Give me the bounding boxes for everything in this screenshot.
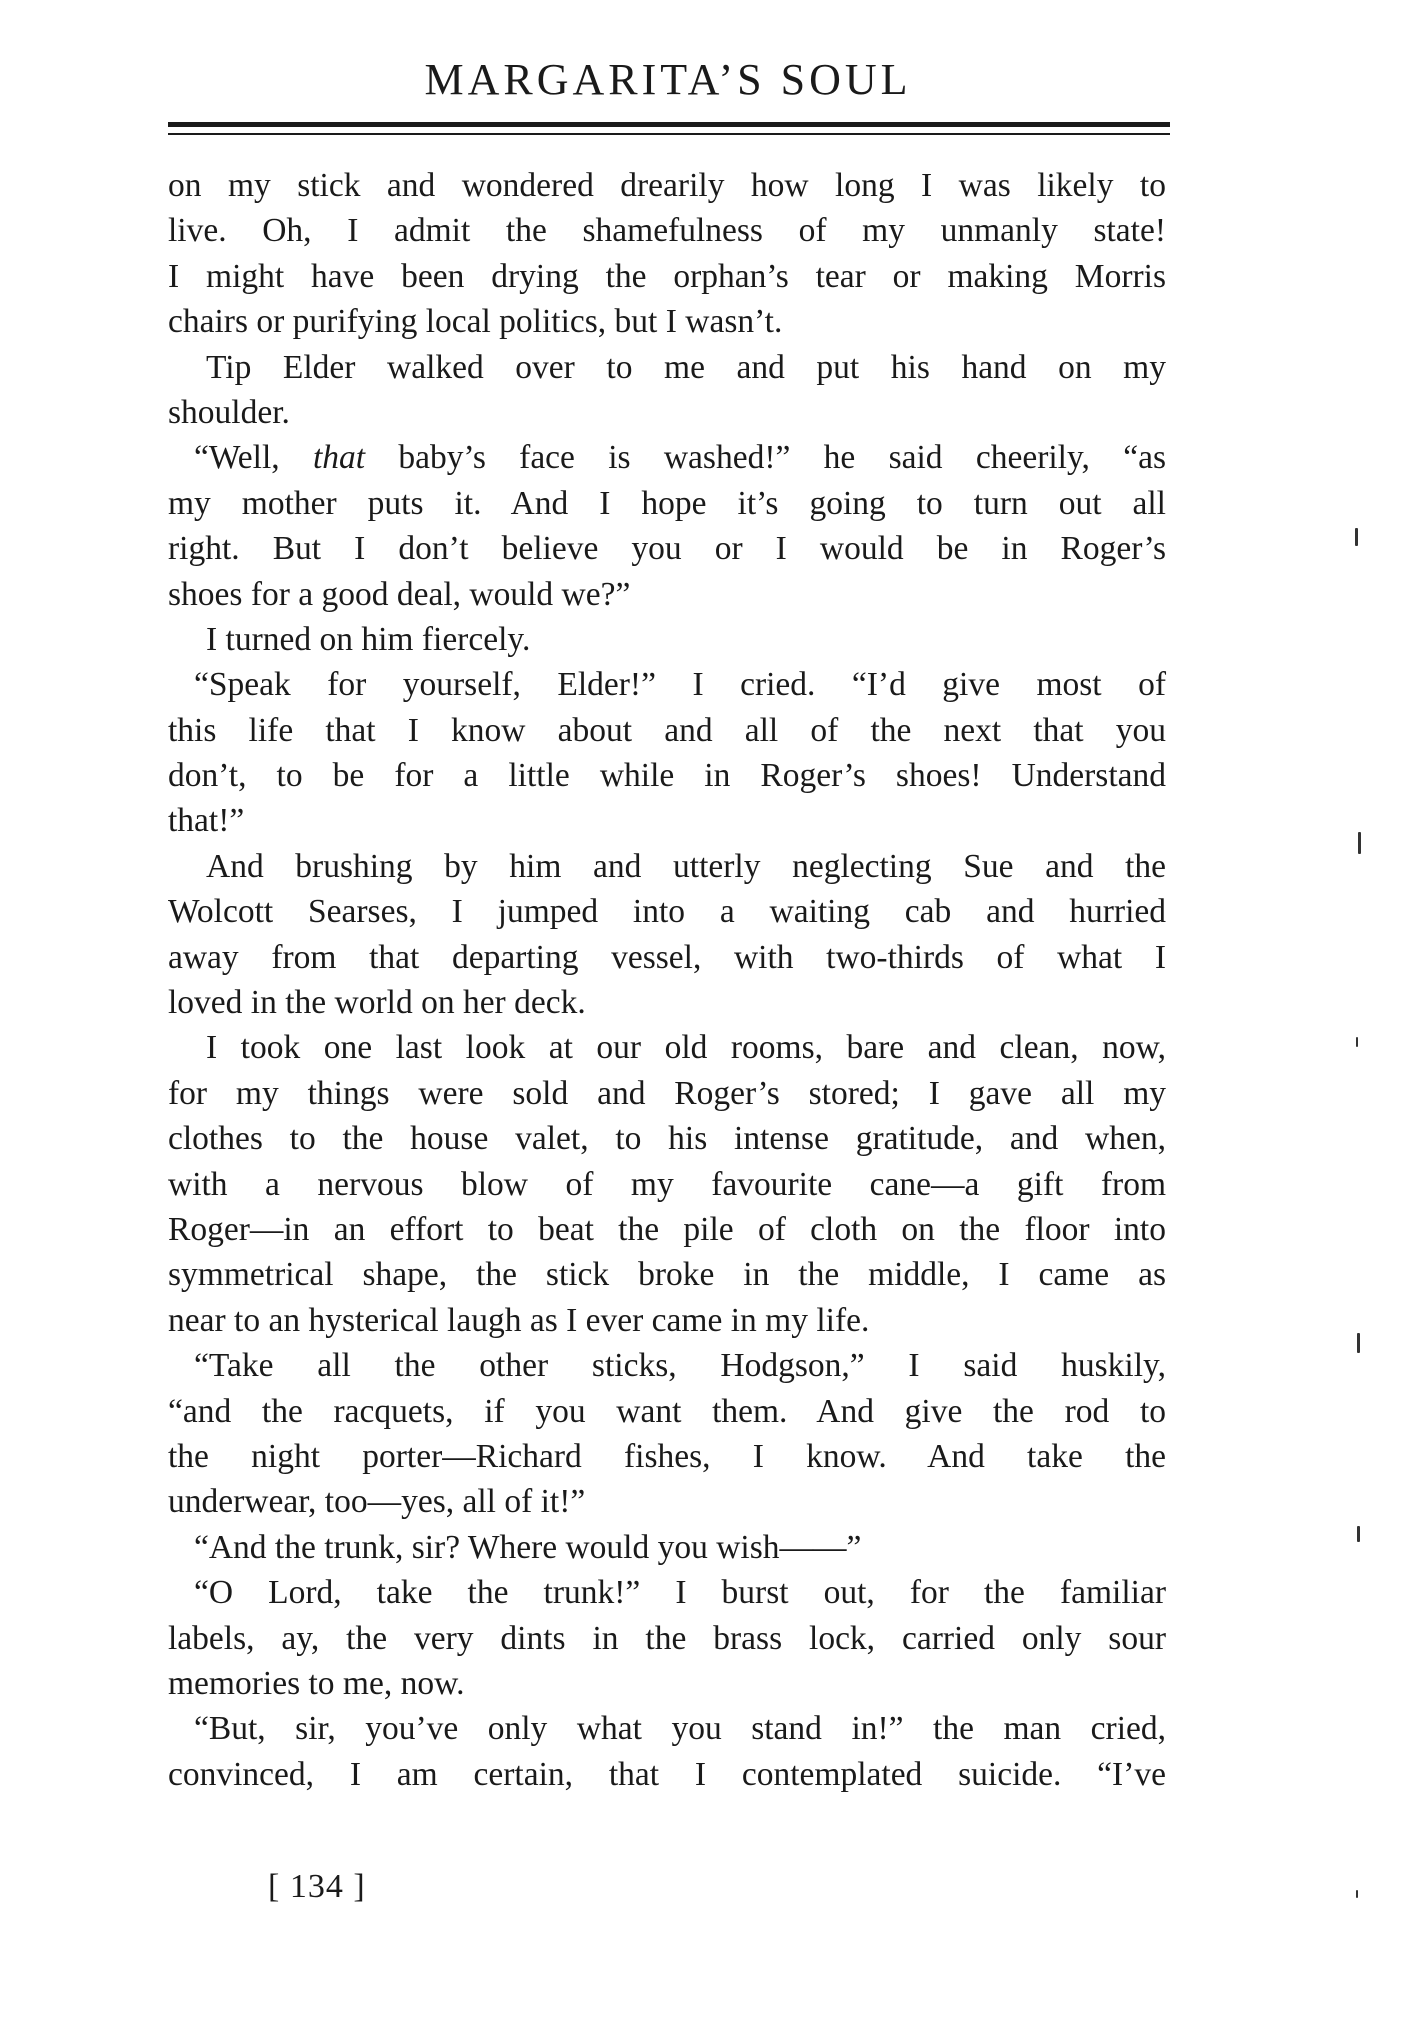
text-line: “and the racquets, if you want them. And give the rod to <box>168 1392 1166 1430</box>
speck <box>1357 1526 1360 1542</box>
text-line: labels, ay, the very dints in the brass lock, carried only sour <box>168 1619 1166 1657</box>
speck <box>1357 1333 1360 1353</box>
text-line: shoulder. <box>168 393 290 431</box>
body-text <box>168 163 1166 1797</box>
text-line: I took one last look at our old rooms, bare and clean, now, <box>206 1029 1166 1067</box>
text-line: the night porter—Richard fishes, I know. And take the <box>168 1437 1166 1475</box>
page-number: [ 134 ] <box>268 1868 366 1905</box>
text-line: on my stick and wondered drearily how long I was likely to <box>168 167 1166 204</box>
text-line: that!” <box>168 802 245 840</box>
text-line: chairs or purifying local politics, but I wasn’t. <box>168 303 783 341</box>
text-line: right. But I don’t believe you or I would be in Roger’s <box>168 530 1166 568</box>
text-line: for my things were sold and Roger’s stored; I gave all my <box>168 1074 1166 1112</box>
text-line: “Take all the other sticks, Hodgson,” I said huskily, <box>194 1347 1166 1385</box>
text-line: Roger—in an effort to beat the pile of cloth on the floor into <box>168 1210 1166 1248</box>
speck <box>1356 1037 1358 1047</box>
running-title: MARGARITA’S SOUL <box>424 55 912 104</box>
text-line: near to an hysterical laugh as I ever came in my life. <box>168 1301 870 1339</box>
text-line: “Speak for yourself, Elder!” I cried. “I’d give most of <box>194 666 1166 704</box>
text-line: this life that I know about and all of the next that you <box>168 711 1166 749</box>
header-rule-thin <box>168 133 1170 135</box>
speck <box>1358 832 1361 854</box>
text-line: Tip Elder walked over to me and put his hand on my <box>206 348 1166 386</box>
text-line: symmetrical shape, the stick broke in the middle, I came as <box>168 1256 1166 1294</box>
text-line: And brushing by him and utterly neglecting Sue and the <box>206 847 1166 885</box>
text-line: clothes to the house valet, to his intense gratitude, and when, <box>168 1120 1166 1158</box>
text-line: shoes for a good deal, would we?” <box>168 575 631 613</box>
header-rule-thick <box>168 122 1170 127</box>
text-line: with a nervous blow of my favourite cane—a gift from <box>168 1165 1166 1203</box>
text-line: convinced, I am certain, that I contemplated suicide. “I’ve <box>168 1755 1166 1793</box>
text-line: “O Lord, take the trunk!” I burst out, for the familiar <box>194 1574 1166 1612</box>
text-line: away from that departing vessel, with two-thirds of what I <box>168 938 1166 976</box>
text-line <box>168 435 1166 480</box>
text-segment: baby’s face is washed!” he said cheerily, “as <box>365 439 1166 477</box>
text-line: Wolcott Searses, I jumped into a waiting cab and hurried <box>168 893 1166 931</box>
text-line: memories to me, now. <box>168 1664 465 1702</box>
text-line: I might have been drying the orphan’s tear or making Morris <box>168 257 1166 295</box>
speck <box>1356 1890 1358 1898</box>
text-line: live. Oh, I admit the shamefulness of my unmanly state! <box>168 212 1166 250</box>
text-line: “But, sir, you’ve only what you stand in!” the man cried, <box>194 1710 1166 1748</box>
italic-emphasis: that <box>312 439 366 477</box>
text-line: don’t, to be for a little while in Roger’s shoes! Understand <box>168 757 1166 795</box>
text-segment: “Well, <box>194 439 313 477</box>
speck <box>1355 528 1358 546</box>
text-line: underwear, too—yes, all of it!” <box>168 1483 586 1521</box>
text-line: loved in the world on her deck. <box>168 984 586 1022</box>
text-line: I turned on him fiercely. <box>206 620 531 658</box>
text-line: my mother puts it. And I hope it’s going to turn out all <box>168 484 1166 522</box>
text-line: “And the trunk, sir? Where would you wish——” <box>194 1528 862 1566</box>
